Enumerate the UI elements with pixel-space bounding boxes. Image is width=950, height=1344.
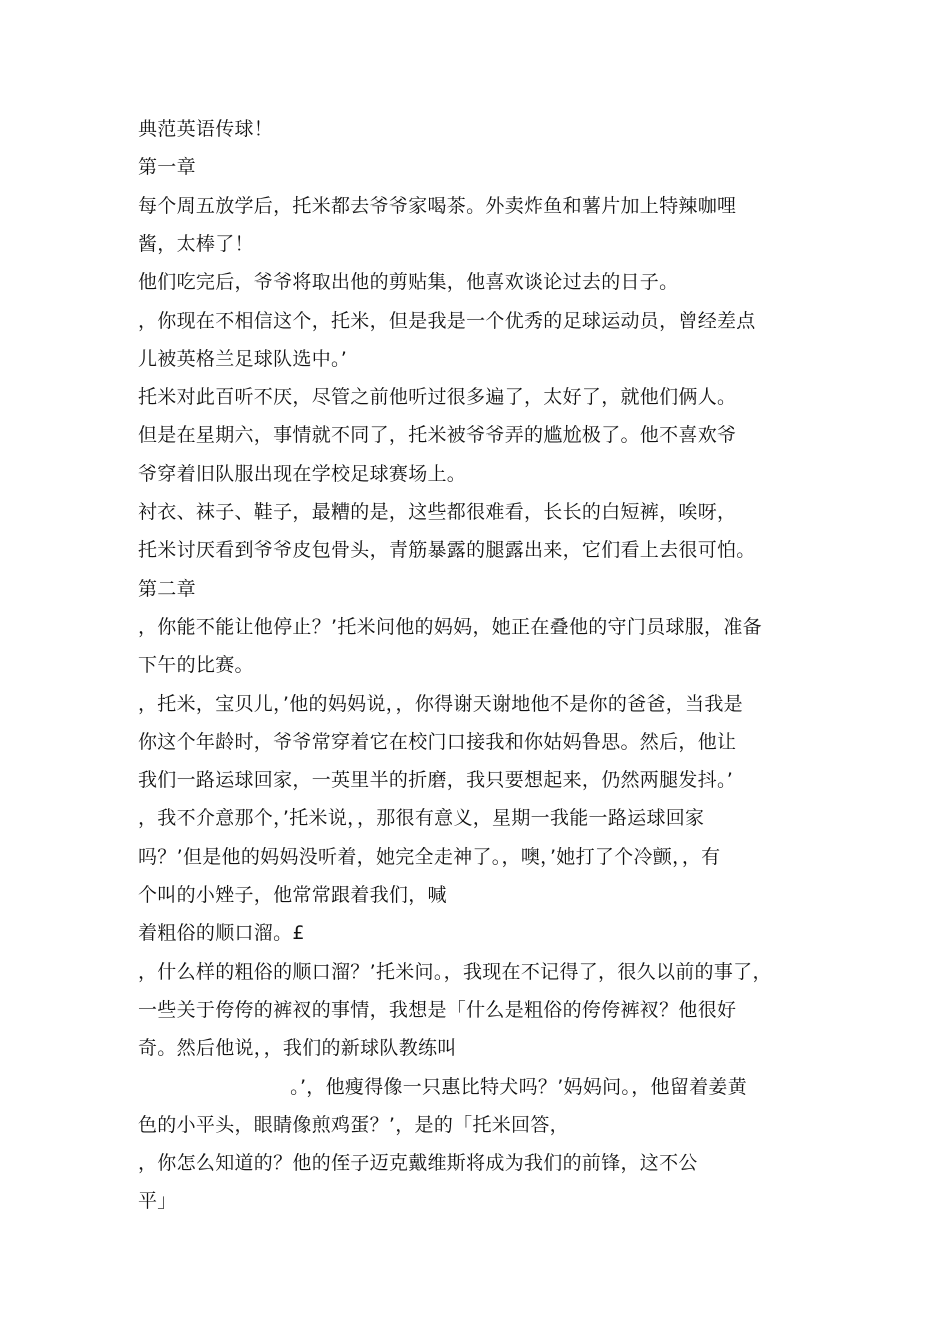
text-line: ，你怎么知道的？他的侄子迈克戴维斯将成为我们的前锋，这不公 [138, 1152, 698, 1174]
text-line: 托米对此百听不厌，尽管之前他听过很多遍了，太好了，就他们俩人。 [138, 386, 737, 408]
text-line: 着粗俗的顺口溜。£ [138, 922, 305, 944]
text-line: 典范英语传球！ [138, 118, 274, 140]
text-line: 我们一路运球回家，一英里半的折磨，我只要想起来，仍然两腿发抖。’ [138, 769, 734, 791]
text-line: 第二章 [138, 578, 196, 600]
text-line: ，你能不能让他停止？’托米问他的妈妈，她正在叠他的守门员球服，准备 [138, 616, 762, 638]
text-line: 个叫的小矬子，他常常跟着我们，喊 [138, 884, 447, 906]
text-line: 奇。然后他说，，我们的新球队教练叫 [138, 1037, 457, 1059]
text-line: 托米讨厌看到爷爷皮包骨头，青筋暴露的腿露出来，它们看上去很可怕。 [138, 539, 756, 561]
text-line: 酱，太棒了！ [138, 233, 254, 255]
text-line: ，托米，宝贝儿，’他的妈妈说，，你得谢天谢地他不是你的爸爸，当我是 [138, 693, 743, 715]
text-line: ，你现在不相信这个，托米，但是我是一个优秀的足球运动员，曾经差点 [138, 310, 756, 332]
text-line: ，什么样的粗俗的顺口溜？’托米问。，我现在不记得了，很久以前的事了， [138, 961, 772, 983]
text-line: 他们吃完后，爷爷将取出他的剪贴集，他喜欢谈论过去的日子。 [138, 271, 679, 293]
text-line: 但是在星期六，事情就不同了，托米被爷爷弄的尴尬极了。他不喜欢爷 [138, 424, 737, 446]
text-line: 一些关于侉侉的裤衩的事情，我想是「什么是粗俗的侉侉裤衩？他很好 [138, 999, 737, 1021]
text-line: ，我不介意那个，’托米说，，那很有意义，星期一我能一路运球回家 [138, 807, 705, 829]
text-line: 每个周五放学后，托米都去爷爷家喝茶。外卖炸鱼和薯片加上特辣咖哩 [138, 195, 737, 217]
text-line: 平」 [138, 1190, 177, 1212]
text-line: 儿被英格兰足球队选中。’ [138, 348, 348, 370]
text-line: 第一章 [138, 156, 196, 178]
text-line: 下午的比赛。 [138, 654, 254, 676]
text-line: 吗？’但是他的妈妈没听着，她完全走神了。，噢，’她打了个冷颤，，有 [138, 846, 721, 868]
text-line: 色的小平头，眼睛像煎鸡蛋？’，是的「托米回答， [138, 1114, 569, 1136]
text-line: 衬衣、袜子、鞋子，最糟的是，这些都很难看，长长的白短裤，唉呀， [138, 501, 737, 523]
text-line: 。’，他瘦得像一只惠比特犬吗？’妈妈问。，他留着姜黄 [138, 1076, 748, 1098]
text-line: 你这个年龄时，爷爷常穿着它在校门口接我和你姑妈鲁思。然后，他让 [138, 731, 737, 753]
text-line: 爷穿着旧队服出现在学校足球赛场上。 [138, 463, 467, 485]
